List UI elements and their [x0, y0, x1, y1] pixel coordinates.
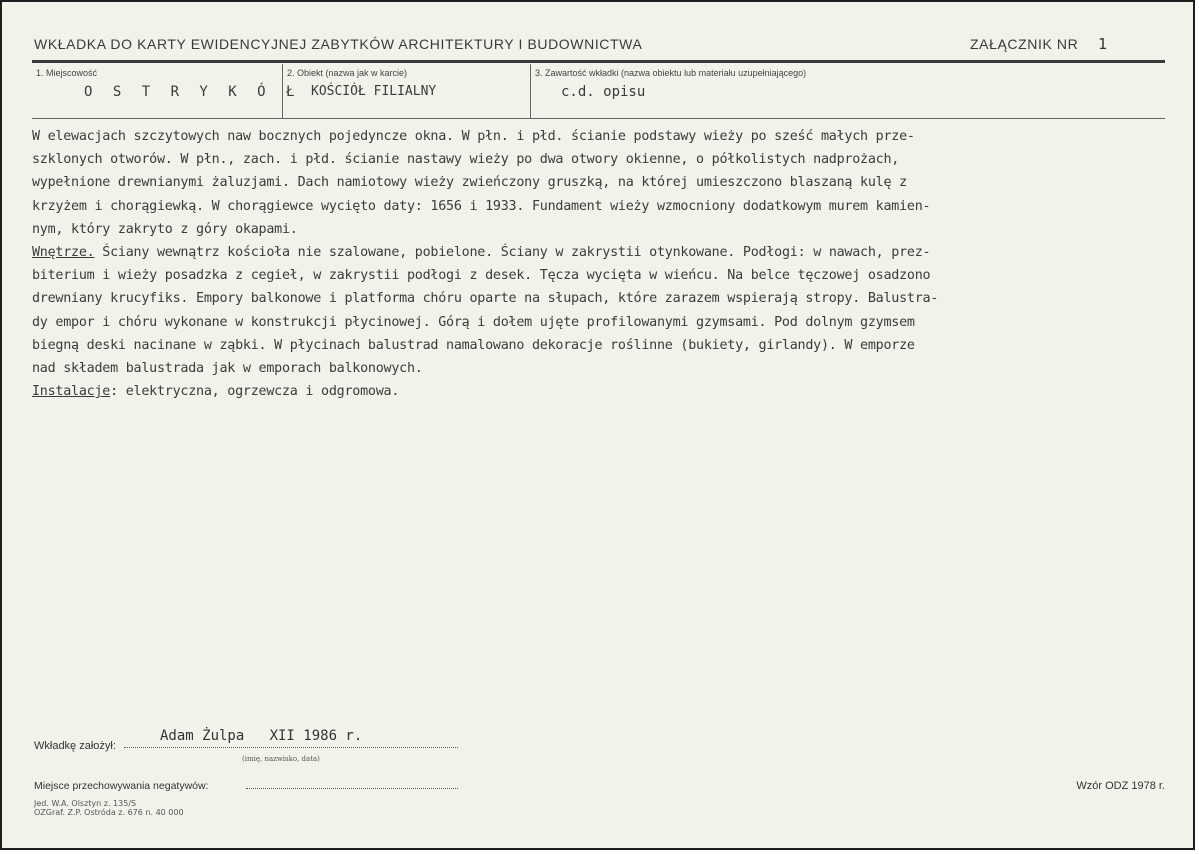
object-field: [282, 64, 530, 118]
text-line: krzyżem i chorągiewką. W chorągiewce wycięto daty: 1656 i 1933. Fundament wieży wzmocniony dodatkowym murem kamien-: [32, 198, 931, 214]
locality-field: [32, 64, 301, 118]
text-line: dy empor i chóru wykonane w konstrukcji płycinowej. Górą i dołem ujęte profilowanymi gzymsami. Pod dolnym gzymsem: [32, 314, 915, 330]
founder-hint: (imię, nazwisko, data): [242, 755, 320, 763]
print-info-line: OZGraf. Z.P. Ostróda z. 676 n. 40 000: [34, 808, 184, 817]
text-line: szklonych otworów. W płn., zach. i płd. ścianie nastawy wieży po dwa otwory okienne, o półkolistych nadprożach,: [32, 152, 900, 168]
field-row: [32, 64, 1165, 119]
text-line: drewniany krucyfiks. Empory balkonowe i platforma chóru oparte na słupach, które zarazem wspierają stropy. Balustra-: [32, 291, 939, 307]
founder-label: Wkładkę założył:: [34, 740, 116, 752]
header-rule: [32, 60, 1165, 63]
object-value: KOŚCIÓŁ FILIALNY: [311, 84, 437, 99]
description-text: [32, 125, 1183, 403]
attachment-number: 1: [1097, 35, 1107, 53]
text-line: W elewacjach szczytowych naw bocznych pojedyncze okna. W płn. i płd. ścianie podstawy wieży po sześć małych prze-: [32, 129, 915, 144]
locality-label: 1. Miejscowość: [36, 68, 98, 78]
negatives-label: Miejsce przechowywania negatywów:: [34, 780, 209, 792]
form-number: Wzór ODZ 1978 r.: [1076, 780, 1165, 792]
founder-value: Adam Żulpa XII 1986 r.: [160, 728, 363, 744]
text-line: biterium i wieży posadzka z cegieł, w zakrystii podłogi z desek. Tęcza wycięta w wieńcu. Na belce tęczowej osadzono: [32, 268, 931, 284]
negatives-dotted-line: [246, 788, 458, 789]
interior-text: Ściany wewnątrz kościoła nie szalowane, pobielone. Ściany w zakrystii otynkowane. Podłogi: w nawach, prez-: [94, 245, 931, 261]
text-line: nym, który zakryto z góry okapami.: [32, 221, 298, 237]
card-title: WKŁADKA DO KARTY EWIDENCYJNEJ ZABYTKÓW ARCHITEKTURY I BUDOWNICTWA: [34, 36, 643, 52]
content-value: c.d. opisu: [561, 84, 646, 100]
content-field: [530, 64, 1165, 118]
text-line: wypełnione drewnianymi żaluzjami. Dach namiotowy wieży zwieńczony gruszką, na której umieszczono blaszaną kulę z: [32, 175, 907, 191]
installations-line: [32, 380, 1183, 403]
installations-heading: Instalacje: [32, 384, 111, 400]
founder-dotted-line: [124, 747, 458, 748]
locality-value: O S T R Y K Ó Ł: [84, 84, 301, 100]
content-label: 3. Zawartość wkładki (nazwa obiektu lub materiału uzupełniającego): [535, 68, 807, 78]
interior-heading: Wnętrze.: [32, 245, 95, 261]
attachment-label: ZAŁĄCZNIK NR: [970, 36, 1079, 52]
interior-line: [32, 241, 1183, 264]
installations-text: : elektryczna, ogrzewcza i odgromowa.: [110, 384, 400, 400]
print-info-line: Jed. W.A. Olsztyn z. 135/S: [34, 799, 137, 808]
object-label: 2. Obiekt (nazwa jak w karcie): [287, 68, 408, 78]
text-line: biegną deski nacinane w ząbki. W płycinach balustrad namalowano dekoracje roślinne (bukiety, girlandy). W emporze: [32, 337, 915, 353]
text-line: nad składem balustrada jak w emporach balkonowych.: [32, 361, 423, 377]
